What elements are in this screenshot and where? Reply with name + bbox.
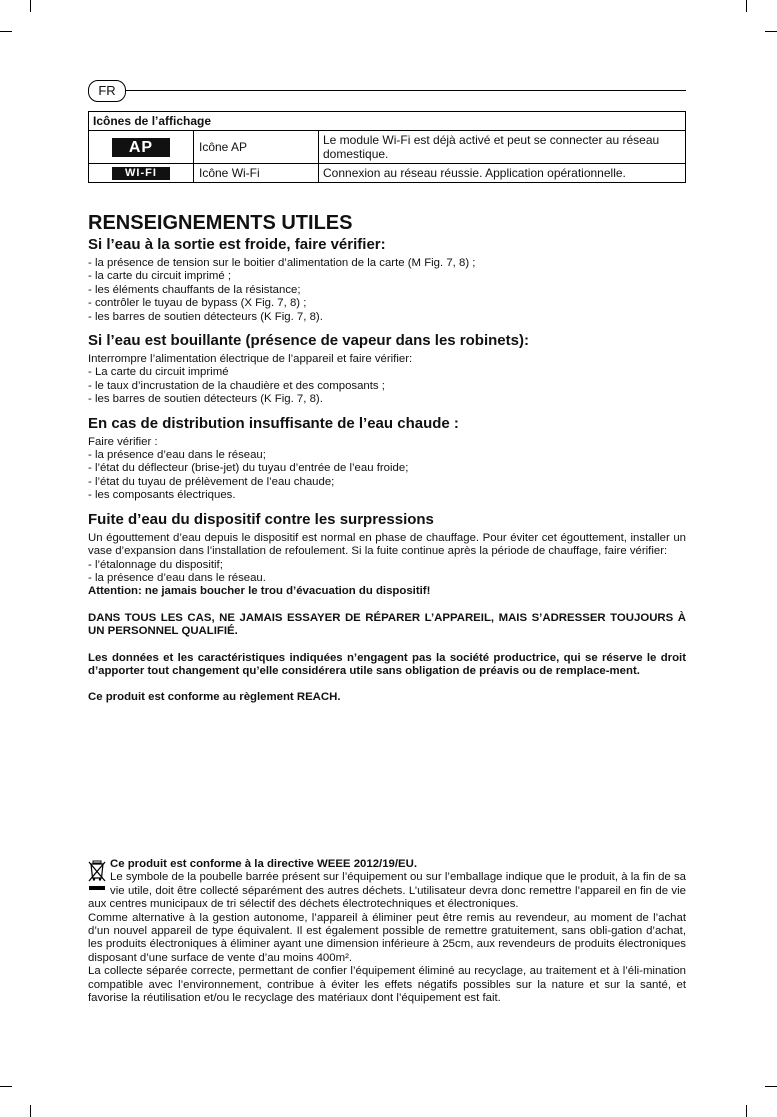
weee-paragraph: Comme alternative à la gestion autonome, l’appareil à éliminer peut être remis au revendeur, au moment de l’achat d’un nouvel appareil de type équivalent. Il est également possible de remettre gratuitement, sans obli-gation d’achat, les produits électroniques à éliminer ayant une dimension inférieure à 25cm, aux revendeurs de produits électroniques disposant d’une surface de vente d’au moins 400m². bbox=[88, 911, 686, 964]
wifi-icon: WI-FI bbox=[112, 167, 170, 180]
section-intro: Un égouttement d’eau depuis le dispositif est normal en phase de chauffage. Pour éviter cet égouttement, installer un vase d’expansion dans l’installation de refoulement. Si la fuite continue après la période de chauffage, faire vérifier: bbox=[88, 531, 686, 558]
weee-title: Ce produit est conforme à la directive WEEE 2012/19/EU. bbox=[110, 858, 418, 870]
page-header bbox=[88, 80, 686, 102]
icon-name: Icône AP bbox=[194, 131, 319, 164]
disclaimer: Les données et les caractéristiques indiquées n’engagent pas la société productrice, qui se réserve le droit d’apporter tout changement qu’elle considérera utile sans obligation de préavis ou de remplace-ment. bbox=[88, 651, 686, 677]
list-item: - la présence d’eau dans le réseau. bbox=[88, 571, 266, 584]
section-intro: Interrompre l’alimentation électrique de l’appareil et faire vérifier: bbox=[88, 353, 413, 366]
weee-notice bbox=[88, 858, 686, 1005]
language-badge: FR bbox=[88, 80, 126, 102]
checklist bbox=[88, 559, 686, 586]
repair-warning: DANS TOUS LES CAS, NE JAMAIS ESSAYER DE RÉPARER L’APPAREIL, MAIS S’ADRESSER TOUJOURS À UN PERSONNEL QUALIFIÉ. bbox=[88, 611, 686, 638]
section-title: Si l’eau à la sortie est froide, faire vérifier: bbox=[88, 236, 386, 253]
crop-mark bbox=[0, 31, 12, 32]
icon-description: Connexion au réseau réussie. Application opérationnelle. bbox=[319, 164, 686, 183]
page-title: RENSEIGNEMENTS UTILES bbox=[88, 212, 353, 234]
crop-mark bbox=[765, 1086, 777, 1087]
list-item: - le taux d’incrustation de la chaudière et des composants ; bbox=[88, 379, 385, 392]
crop-mark bbox=[746, 0, 747, 12]
section-intro: Faire vérifier : bbox=[88, 435, 158, 448]
display-icons-table bbox=[88, 111, 686, 183]
useful-info bbox=[88, 212, 686, 705]
section-title: Fuite d’eau du dispositif contre les surpressions bbox=[88, 510, 434, 528]
checklist bbox=[88, 257, 686, 324]
table-row bbox=[89, 131, 686, 164]
table-row bbox=[89, 164, 686, 183]
ap-icon: AP bbox=[112, 138, 170, 157]
list-item: - la carte du circuit imprimé ; bbox=[88, 270, 232, 283]
header-rule bbox=[125, 90, 686, 91]
crossed-bin-icon bbox=[88, 859, 106, 893]
crop-mark bbox=[765, 31, 777, 32]
weee-paragraph: Le symbole de la poubelle barrée présent sur l’équipement ou sur l’emballage indique que le produit, à la fin de sa vie utile, doit être collecté séparément des autres déchets. L’utilisateur devra donc remettre l’appareil en fin de vie aux centres municipaux de tri sélectif des déchets électrotechniques et électroniques. bbox=[88, 871, 686, 911]
list-item: - les éléments chauffants de la résistance; bbox=[88, 283, 301, 296]
section-title: En cas de distribution insuffisante de l’eau chaude : bbox=[88, 414, 459, 432]
icon-name: Icône Wi-Fi bbox=[194, 164, 319, 183]
crop-mark bbox=[30, 1105, 31, 1117]
list-item: - la présence d’eau dans le réseau; bbox=[88, 449, 266, 462]
list-item: - l’étalonnage du dispositif; bbox=[88, 558, 223, 571]
table-title: Icônes de l’affichage bbox=[89, 112, 686, 131]
checklist bbox=[88, 366, 686, 406]
icon-description: Le module Wi-Fi est déjà activé et peut se connecter au réseau domestique. bbox=[319, 131, 686, 164]
list-item: - les composants électriques. bbox=[88, 489, 236, 502]
crop-mark bbox=[746, 1105, 747, 1117]
reach-compliance: Ce produit est conforme au règlement REACH. bbox=[88, 691, 341, 704]
list-item: - les barres de soutien détecteurs (K Fig. 7, 8). bbox=[88, 310, 323, 323]
list-item: - l’état du tuyau de prélèvement de l’eau chaude; bbox=[88, 475, 335, 488]
list-item: - les barres de soutien détecteurs (K Fig. 7, 8). bbox=[88, 393, 323, 406]
list-item: - contrôler le tuyau de bypass (X Fig. 7, 8) ; bbox=[88, 297, 307, 310]
list-item: - La carte du circuit imprimé bbox=[88, 366, 229, 379]
crop-mark bbox=[0, 1086, 12, 1087]
list-item: - la présence de tension sur le boitier d’alimentation de la carte (M Fig. 7, 8) ; bbox=[88, 257, 476, 269]
weee-paragraph: La collecte séparée correcte, permettant de confier l’équipement éliminé au recyclage, au traitement et à l’éli-mination compatible avec l’environnement, contribue à éviter les effets négatifs possibles sur la nature et sur la santé, et favorise la réutilisation et/ou le recyclage des matériaux dont l’équipement est fait. bbox=[88, 965, 686, 1005]
checklist bbox=[88, 449, 686, 503]
crop-mark bbox=[30, 0, 31, 12]
attention-note: Attention: ne jamais boucher le trou d’évacuation du dispositif! bbox=[88, 585, 431, 598]
list-item: - l’état du déflecteur (brise-jet) du tuyau d’entrée de l’eau froide; bbox=[88, 462, 409, 475]
section-title: Si l’eau est bouillante (présence de vapeur dans les robinets): bbox=[88, 332, 529, 350]
